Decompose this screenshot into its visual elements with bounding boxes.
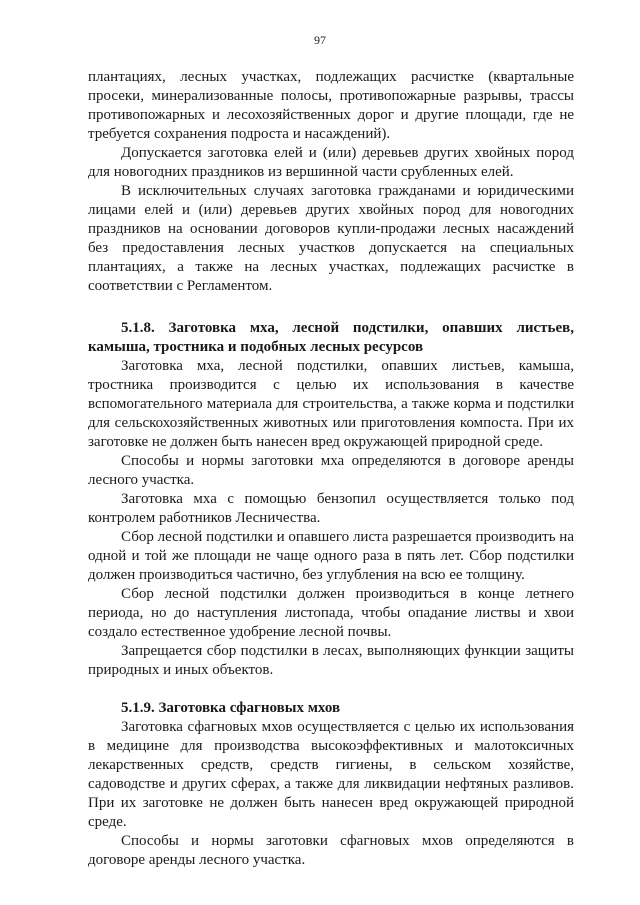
page-number: 97	[314, 33, 326, 47]
paragraph: плантациях, лесных участках, подлежащих расчистке (квартальные просеки, минерализованные полосы, противопожарные разрывы, трассы противопожарных и лесохозяйственных дорог и другие площади, где не требуется сохранения подроста и насаждений).	[88, 69, 574, 142]
paragraph: Допускается заготовка елей и (или) деревьев других хвойных пород для новогодних праздников из вершинной части срубленных елей.	[88, 145, 574, 180]
paragraph: Запрещается сбор подстилки в лесах, выполняющих функции защиты природных и иных объектов.	[88, 643, 574, 678]
section-spacer	[88, 680, 574, 699]
page-body	[88, 68, 574, 870]
paragraph: Способы и нормы заготовки мха определяются в договоре аренды лесного участка.	[88, 453, 574, 488]
paragraph: В исключительных случаях заготовка гражданами и юридическими лицами елей и (или) деревьев других хвойных пород для новогодних праздников на основании договоров купли-продажи лесных насаждений без предоставления лесных участков допускается на специальных плантациях, а также на лесных участках, подлежащих расчистке в соответствии с Регламентом.	[88, 183, 574, 294]
paragraph: Сбор лесной подстилки и опавшего листа разрешается производить на одной и той же площади не чаще одного раза в пять лет. Сбор подстилки должен производиться частично, без углубления на всю ее толщину.	[88, 529, 574, 583]
paragraph: Сбор лесной подстилки должен производиться в конце летнего периода, но до наступления листопада, чтобы опадание листвы и хвои создало естественное удобрение лесной почвы.	[88, 586, 574, 640]
section-heading-5-1-9: 5.1.9. Заготовка сфагновых мхов	[121, 700, 341, 716]
paragraph: Заготовка сфагновых мхов осуществляется с целью их использования в медицине для производства высокоэффективных и малотоксичных лекарственных средств, средств гигиены, в сельском хозяйстве, садоводстве и других сферах, а также для ликвидации нефтяных разливов. При их заготовке не должен быть нанесен вред окружающей природной среде.	[88, 719, 574, 830]
section-heading-5-1-8: 5.1.8. Заготовка мха, лесной подстилки, опавших листьев, камыша, тростника и подобных лесных ресурсов	[88, 320, 574, 355]
section-spacer	[88, 296, 574, 319]
paragraph: Заготовка мха, лесной подстилки, опавших листьев, камыша, тростника производится с целью их использования в качестве вспомогательного материала для строительства, а также корма и подстилки для сельскохозяйственных животных или приготовления компоста. При их заготовке не должен быть нанесен вред окружающей природной среде.	[88, 358, 574, 450]
paragraph: Заготовка мха с помощью бензопил осуществляется только под контролем работников Лесничества.	[88, 491, 574, 526]
paragraph: Способы и нормы заготовки сфагновых мхов определяются в договоре аренды лесного участка.	[88, 833, 574, 868]
